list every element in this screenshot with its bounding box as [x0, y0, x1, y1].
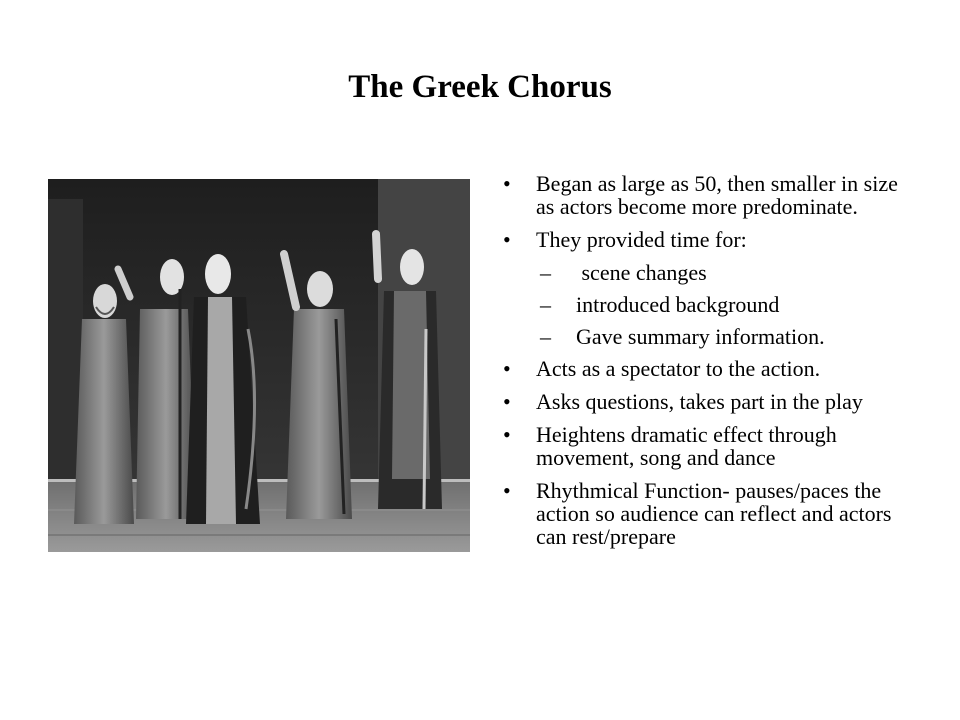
bullet-marker: •	[503, 171, 511, 196]
bullet-text: Acts as a spectator to the action.	[536, 356, 821, 381]
slide-title: The Greek Chorus	[348, 69, 612, 105]
bullet-text: Began as large as 50, then smaller in size as actors become more predominate.	[536, 171, 898, 219]
sub-bullet-text: Gave summary information.	[576, 324, 825, 349]
chorus-photo	[48, 179, 470, 552]
bullet-item	[499, 390, 919, 413]
bullet-item	[499, 423, 919, 469]
bullet-item	[499, 172, 919, 218]
sub-bullet-item	[499, 293, 919, 316]
sub-bullet-marker: –	[540, 260, 551, 285]
bullet-item	[499, 357, 919, 380]
bullet-marker: •	[503, 356, 511, 381]
bullet-marker: •	[503, 227, 511, 252]
bullet-text: Heightens dramatic effect through movement, song and dance	[536, 422, 837, 470]
bullet-text: Rhythmical Function- pauses/paces the action so audience can reflect and actors can rest/prepare	[536, 478, 892, 549]
bullet-item	[499, 479, 919, 548]
sub-bullet-marker: –	[540, 292, 551, 317]
bullet-text: Asks questions, takes part in the play	[536, 389, 863, 414]
sub-bullet-item	[499, 261, 919, 284]
bullet-marker: •	[503, 478, 511, 503]
bullet-list	[499, 172, 919, 558]
bullet-item	[499, 228, 919, 251]
sub-bullet-item	[499, 325, 919, 348]
bullet-marker: •	[503, 389, 511, 414]
bullet-text: They provided time for:	[536, 227, 747, 252]
sub-bullet-text: scene changes	[576, 260, 707, 285]
chorus-photo-illustration	[48, 179, 470, 552]
sub-bullet-text: introduced background	[576, 292, 780, 317]
bullet-marker: •	[503, 422, 511, 447]
sub-bullet-marker: –	[540, 324, 551, 349]
